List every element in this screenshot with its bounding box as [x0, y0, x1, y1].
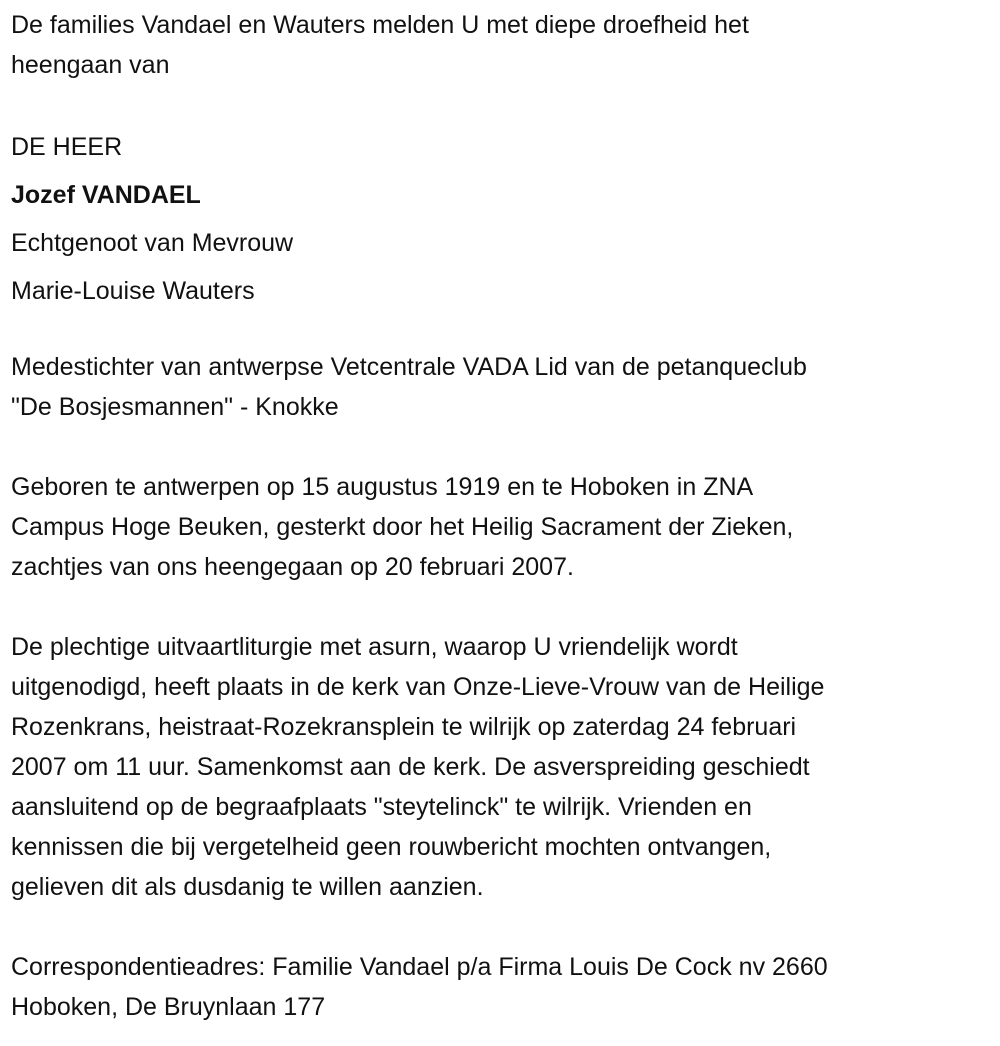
spouse-line: Echtgenoot van Mevrouw: [11, 229, 294, 257]
text-line: gelieven dit als dusdanig te willen aanzien.: [11, 873, 484, 901]
text-line: Medestichter van antwerpse Vetcentrale VADA Lid van de petanqueclub: [11, 353, 807, 381]
text-line: heengaan van: [11, 51, 170, 79]
text-line: uitgenodigd, heeft plaats in de kerk van Onze-Lieve-Vrouw van de Heilige: [11, 673, 825, 701]
text-line: aansluitend op de begraafplaats "steytelinck" te wilrijk. Vrienden en: [11, 793, 752, 821]
text-line: Campus Hoge Beuken, gesterkt door het Heilig Sacrament der Zieken,: [11, 513, 794, 541]
birth-death-paragraph: [11, 467, 1000, 587]
correspondence-paragraph: [11, 947, 1000, 1027]
text-line: kennissen die bij vergetelheid geen rouwbericht mochten ontvangen,: [11, 833, 772, 861]
text-line: Geboren te antwerpen op 15 augustus 1919 en te Hoboken in ZNA: [11, 473, 754, 501]
intro-paragraph: [11, 5, 1000, 85]
text-line: Rozenkrans, heistraat-Rozekransplein te wilrijk op zaterdag 24 februari: [11, 713, 797, 741]
deceased-name: Jozef VANDAEL: [11, 181, 201, 209]
text-line: De families Vandael en Wauters melden U met diepe droefheid het: [11, 11, 749, 39]
text-line: Hoboken, De Bruynlaan 177: [11, 993, 326, 1021]
affiliation-paragraph: [11, 347, 1000, 427]
text-line: De plechtige uitvaartliturgie met asurn, waarop U vriendelijk wordt: [11, 633, 738, 661]
title: DE HEER: [11, 133, 123, 161]
text-line: 2007 om 11 uur. Samenkomst aan de kerk. De asverspreiding geschiedt: [11, 753, 810, 781]
deceased-block: [11, 123, 1000, 315]
spouse-name: Marie-Louise Wauters: [11, 277, 255, 305]
funeral-paragraph: [11, 627, 1000, 907]
text-line: Correspondentieadres: Familie Vandael p/a Firma Louis De Cock nv 2660: [11, 953, 828, 981]
text-line: "De Bosjesmannen" - Knokke: [11, 393, 339, 421]
text-line: zachtjes van ons heengegaan op 20 februari 2007.: [11, 553, 574, 581]
